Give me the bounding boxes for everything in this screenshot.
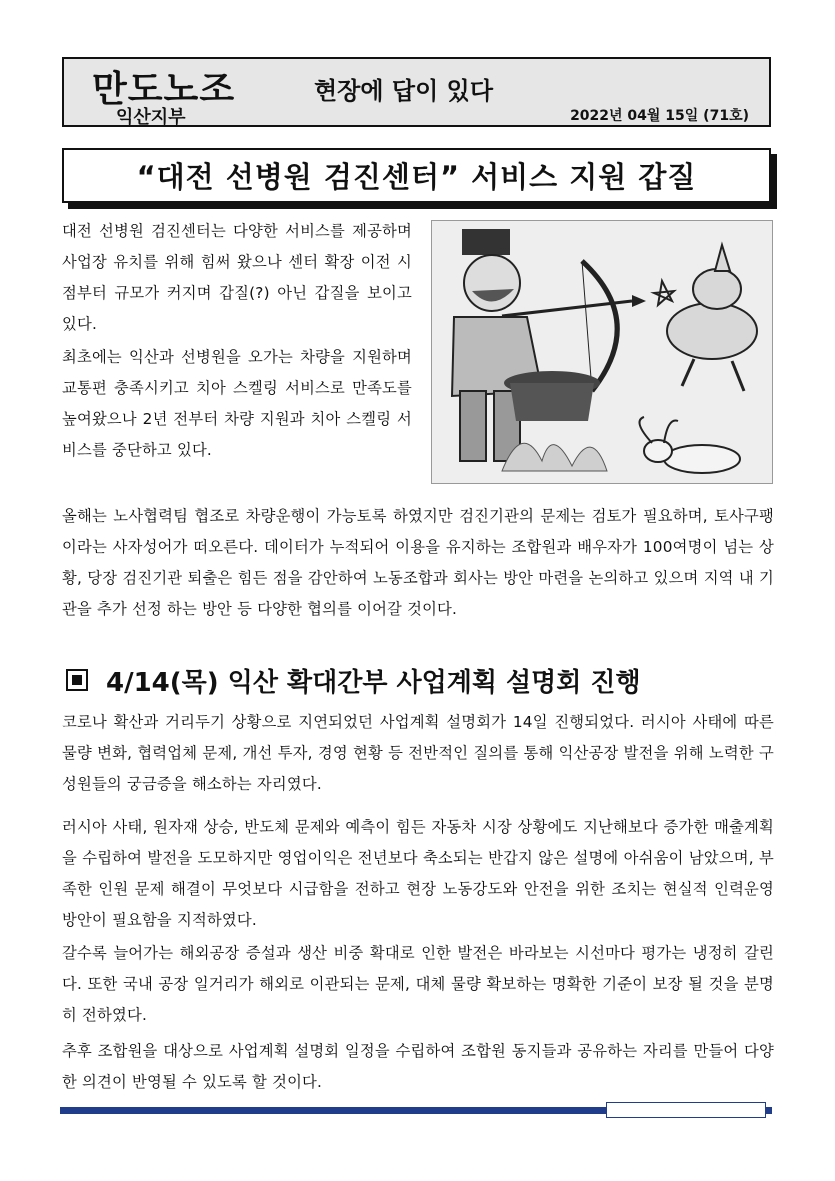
article2-paragraph-3: 갈수록 늘어가는 해외공장 증설과 생산 비중 확대로 인한 발전은 바라보는 시선마다 평가는 냉정히 갈린다. 또한 국내 공장 일거리가 해외로 이관되는 문제, 대체 물량 확보하는 명확한 기준이 보장 될 것을 분명히 전하였다.: [62, 944, 774, 1024]
masthead: [62, 57, 771, 127]
footer-logo-stamp: [606, 1102, 766, 1118]
article1-paragraph-3: 올해는 노사협력팀 협조로 차량운행이 가능토록 하였지만 검진기관의 문제는 검토가 필요하며, 토사구팽이라는 사자성어가 떠오른다. 데이터가 누적되어 이용을 유지하는 조합원과 배우자가 100여명이 넘는 상황, 당장 검진기관 퇴출은 힘든 점을 감안하여 노동조합과 회사는 방안 마련을 논의하고 있으며 지역 내 기관을 추가 선정 하는 방안 등 다양한 협의를 이어갈 것이다.: [62, 507, 774, 618]
square-bullet-icon: [66, 669, 88, 691]
article1-paragraph-1: 대전 선병원 검진센터는 다양한 서비스를 제공하며 사업장 유치를 위해 힘써 왔으나 센터 확장 이전 시점부터 규모가 커지며 갑질(?) 아닌 갑질을 보이고 있다.: [62, 222, 412, 333]
article1-paragraph-2: 최초에는 익산과 선병원을 오가는 차량을 지원하며 교통편 충족시키고 치아 스켈링 서비스로 만족도를 높여왔으나 2년 전부터 차량 지원과 치아 스켈링 서비스를 중단하고 있다.: [62, 348, 412, 459]
branch-name: 익산지부: [116, 107, 186, 128]
article-title: “대전 선병원 검진센터” 서비스 지원 갑질: [136, 160, 697, 194]
article2-paragraph-1: 코로나 확산과 거리두기 상황으로 지연되었던 사업계획 설명회가 14일 진행되었다. 러시아 사태에 따른 물량 변화, 협력업체 문제, 개선 투자, 경영 현황 등 전반적인 질의를 통해 익산공장 발전을 위해 노력한 구성원들의 궁금증을 해소하는 자리였다.: [62, 713, 774, 793]
issue-date: 2022년 04월 15일 (71호): [570, 108, 749, 124]
cartoon-archer-hunting-dog: [432, 221, 773, 484]
union-name: 만도노조: [92, 69, 236, 110]
article2-paragraph-4: 추후 조합원을 대상으로 사업계획 설명회 일정을 수립하여 조합원 동지들과 공유하는 자리를 만들어 다양한 의견이 반영될 수 있도록 할 것이다.: [62, 1042, 774, 1091]
article-title-box: [62, 148, 771, 203]
section-heading-text: 4/14(목) 익산 확대간부 사업계획 설명회 진행: [106, 667, 641, 698]
section-heading: [62, 660, 774, 700]
slogan: 현장에 답이 있다: [314, 77, 493, 105]
cartoon-illustration: [431, 220, 773, 484]
article2-paragraph-2: 러시아 사태, 원자재 상승, 반도체 문제와 예측이 힘든 자동차 시장 상황에도 지난해보다 증가한 매출계획을 수립하여 발전을 도모하지만 영업이익은 전년보다 축소되는 반갑지 않은 설명에 아쉬움이 남았으며, 부족한 인원 문제 해결이 무엇보다 시급함을 전하고 현장 노동강도와 안전을 위한 조치는 현실적 인력운영 방안이 필요함을 지적하였다.: [62, 818, 774, 929]
